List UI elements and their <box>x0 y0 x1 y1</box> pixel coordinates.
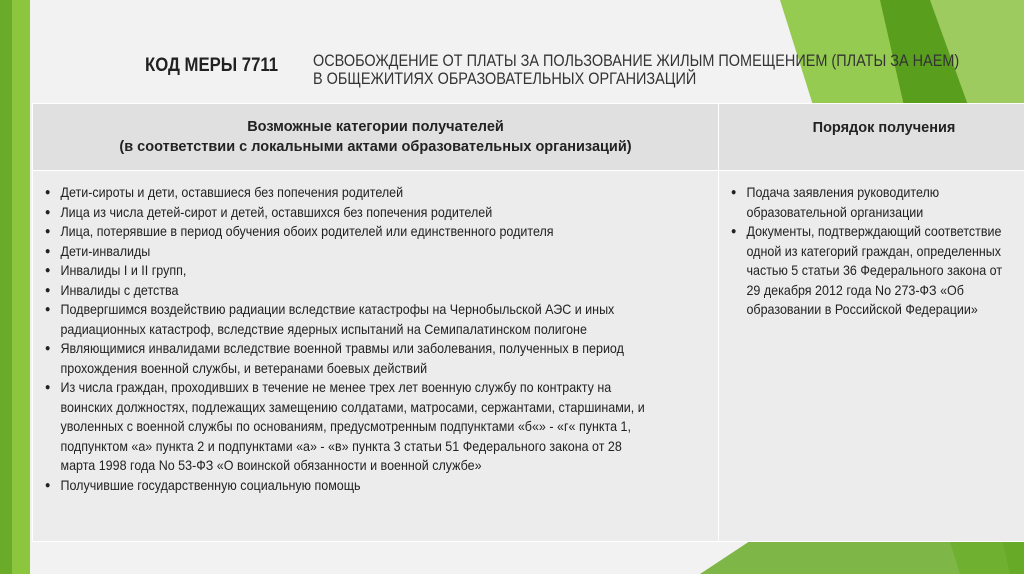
list-item: ● Инвалиды I и II групп, <box>43 261 655 281</box>
header-line: Порядок получения <box>812 120 956 136</box>
col-header-categories <box>33 104 719 171</box>
list-item: ● Подача заявления руководителю образовательной организации <box>729 183 1014 222</box>
slide-title <box>145 52 1024 88</box>
list-item: ● Дети-сироты и дети, оставшиеся без попечения родителей <box>43 183 655 203</box>
col-header-procedure <box>719 104 1024 171</box>
categories-list <box>43 183 655 495</box>
list-item: ● Являющимися инвалидами вследствие военной травмы или заболевания, полученных в период прохождения военной службы, и ветеранами боевых действий <box>43 339 655 378</box>
list-item: ● Из числа граждан, проходивших в течение не менее трех лет военную службу по контракту на воинских должностях, подлежащих замещению солдатами, матросами, сержантами, старшинами, и уволенных с военной службы по основаниям, предусмотренным подпунктами «б«» - «г« пункта 1, подпунктом «а» пункта 2 и подпунктами «а» - «в» пункта 3 статьи 51 Федерального закона от 28 марта 1998 года No 53-ФЗ «О воинской обязанности и военной службе» <box>43 378 655 476</box>
procedure-list <box>729 183 1014 320</box>
procedure-cell <box>719 171 1024 542</box>
header-line: Возможные категории получателей <box>247 119 504 135</box>
measures-table <box>32 103 1024 542</box>
list-item: ● Подвергшимся воздействию радиации вследствие катастрофы на Чернобыльской АЭС и иных радиационных катастроф, вследствие ядерных испытаний на Семипалатинском полигоне <box>43 300 655 339</box>
list-item: ● Дети-инвалиды <box>43 242 655 262</box>
heading-line: ОСВОБОЖДЕНИЕ ОТ ПЛАТЫ ЗА ПОЛЬЗОВАНИЕ ЖИЛЫМ ПОМЕЩЕНИЕМ (ПЛАТЫ ЗА НАЕМ) <box>313 51 960 70</box>
header-line: (в соответствии с локальными актами образовательных организаций) <box>119 139 632 155</box>
list-item: ● Получившие государственную социальную помощь <box>43 476 655 496</box>
measure-heading <box>313 52 1024 88</box>
list-item: ● Лица, потерявшие в период обучения обоих родителей или единственного родителя <box>43 222 655 242</box>
list-item: ● Документы, подтверждающий соответствие одной из категорий граждан, определенных частью 5 статьи 36 Федерального закона от 29 декабря 2012 года No 273-ФЗ «Об образовании в Российской Федерации» <box>729 222 1014 320</box>
list-item: ● Лица из числа детей-сирот и детей, оставшихся без попечения родителей <box>43 203 655 223</box>
categories-cell <box>33 171 719 542</box>
heading-line: В ОБЩЕЖИТИЯХ ОБРАЗОВАТЕЛЬНЫХ ОРГАНИЗАЦИЙ <box>313 69 697 88</box>
list-item: ● Инвалиды с детства <box>43 281 655 301</box>
measure-code: КОД МЕРЫ 7711 <box>145 55 279 76</box>
